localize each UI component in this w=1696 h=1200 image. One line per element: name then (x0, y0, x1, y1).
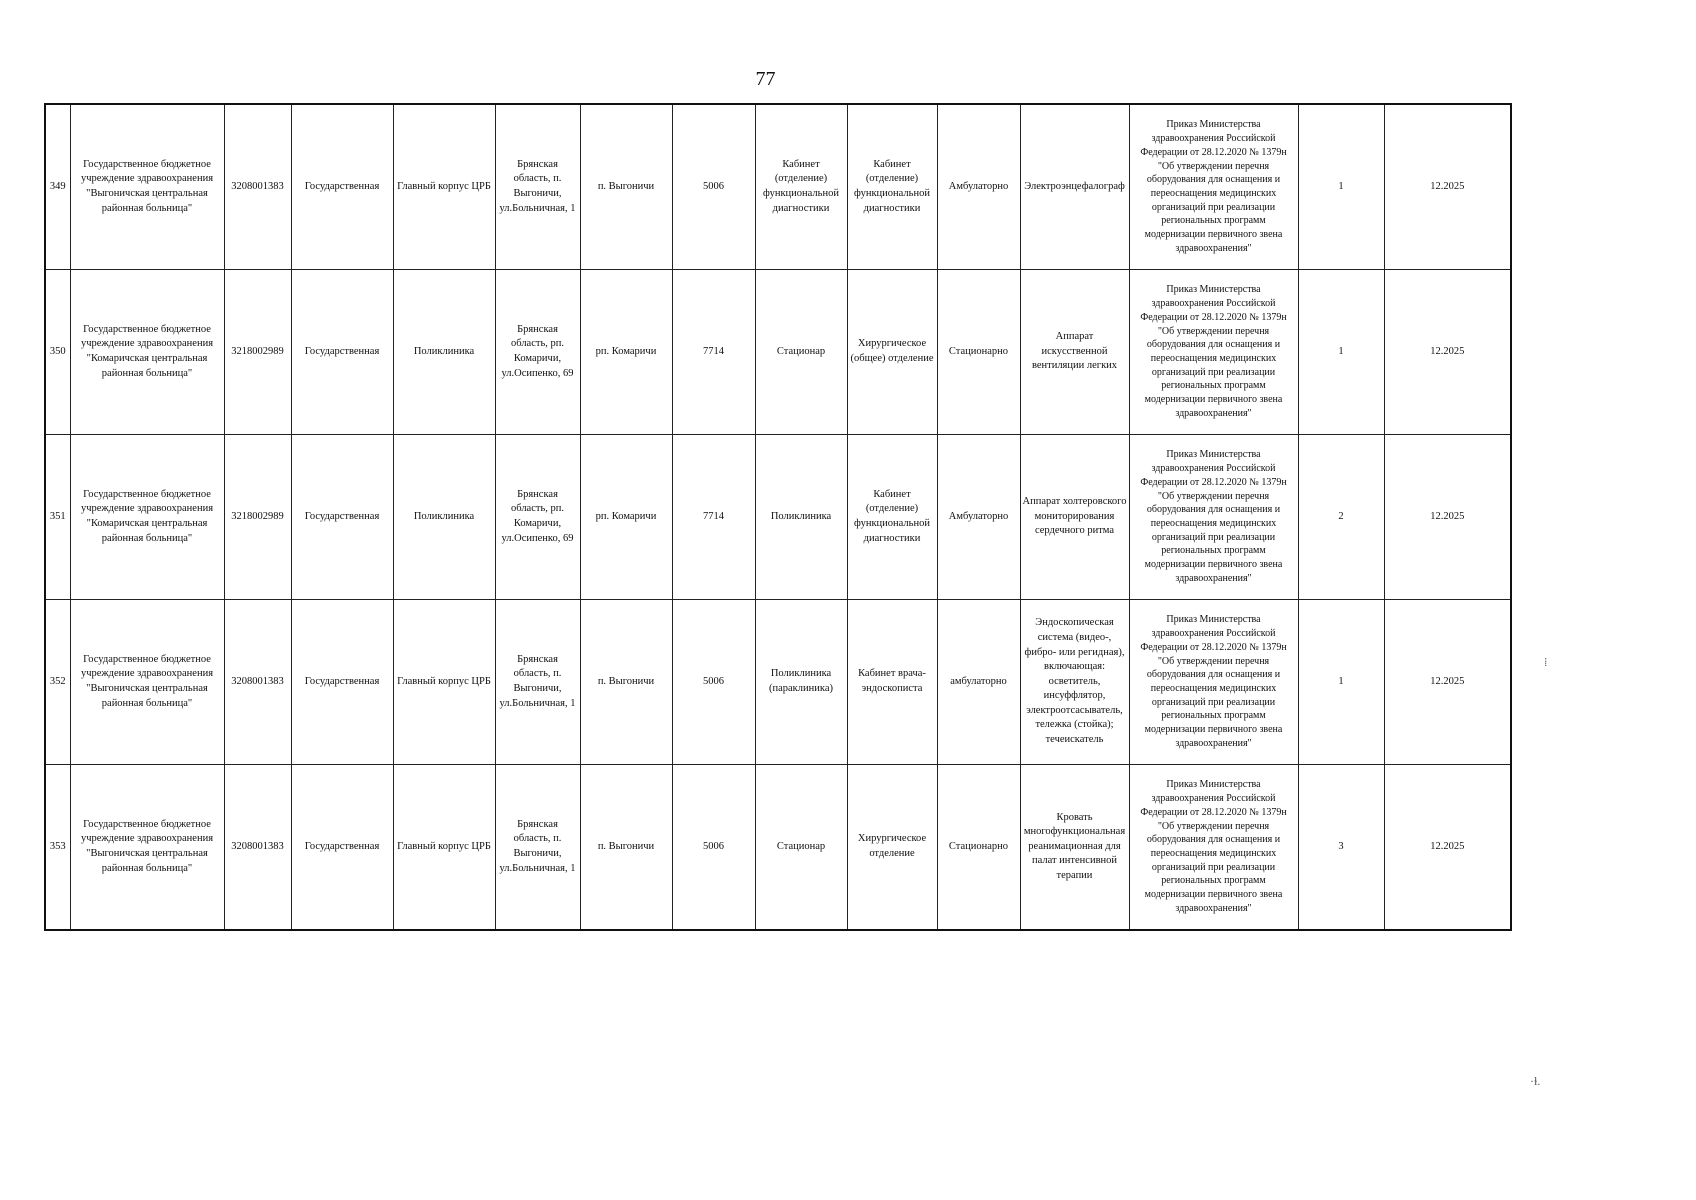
delivery-date: 12.2025 (1384, 104, 1511, 270)
delivery-date: 12.2025 (1384, 270, 1511, 435)
address: Брянская область, рп. Комаричи, ул.Осипенко, 69 (495, 435, 580, 600)
structural-unit: Поликлиника (755, 435, 847, 600)
address: Брянская область, рп. Комаричи, ул.Осипенко, 69 (495, 270, 580, 435)
care-condition: Стационарно (937, 765, 1020, 931)
ownership-form: Государственная (291, 104, 393, 270)
address: Брянская область, п. Выгоничи, ул.Больничная, 1 (495, 765, 580, 931)
equipment-name: Кровать многофункциональная реанимационная для палат интенсивной терапии (1020, 765, 1129, 931)
care-condition: Амбулаторно (937, 435, 1020, 600)
locality-code: 5006 (672, 600, 755, 765)
structural-unit: Кабинет (отделение) функциональной диагностики (755, 104, 847, 270)
locality: рп. Комаричи (580, 435, 672, 600)
scan-artifact-mark: ·ɫ. (1530, 1074, 1541, 1088)
scan-artifact-mark: ⁞ (1544, 655, 1548, 669)
building-name: Поликлиника (393, 270, 495, 435)
building-name: Главный корпус ЦРБ (393, 104, 495, 270)
quantity: 1 (1298, 270, 1384, 435)
organization-name: Государственное бюджетное учреждение здравоохранения "Выгоничская центральная районная больница" (70, 765, 224, 931)
equipment-name: Аппарат искусственной вентиляции легких (1020, 270, 1129, 435)
row-number: 349 (45, 104, 70, 270)
order-reference: Приказ Министерства здравоохранения Российской Федерации от 28.12.2020 № 1379н "Об утверждении перечня оборудования для оснащения и переоснащения медицинских организаций при реализации региональных программ модернизации первичного звена здравоохранения" (1129, 600, 1298, 765)
building-name: Главный корпус ЦРБ (393, 600, 495, 765)
locality-code: 7714 (672, 435, 755, 600)
ownership-form: Государственная (291, 270, 393, 435)
structural-unit: Стационар (755, 270, 847, 435)
equipment-name: Электроэнцефалограф (1020, 104, 1129, 270)
inn-code: 3208001383 (224, 104, 291, 270)
department: Хирургическое (общее) отделение (847, 270, 937, 435)
equipment-name: Аппарат холтеровского мониторирования сердечного ритма (1020, 435, 1129, 600)
inn-code: 3208001383 (224, 765, 291, 931)
locality: п. Выгоничи (580, 765, 672, 931)
ownership-form: Государственная (291, 600, 393, 765)
order-reference: Приказ Министерства здравоохранения Российской Федерации от 28.12.2020 № 1379н "Об утверждении перечня оборудования для оснащения и переоснащения медицинских организаций при реализации региональных программ модернизации первичного звена здравоохранения" (1129, 765, 1298, 931)
address: Брянская область, п. Выгоничи, ул.Больничная, 1 (495, 600, 580, 765)
building-name: Главный корпус ЦРБ (393, 765, 495, 931)
locality: рп. Комаричи (580, 270, 672, 435)
order-reference: Приказ Министерства здравоохранения Российской Федерации от 28.12.2020 № 1379н "Об утверждении перечня оборудования для оснащения и переоснащения медицинских организаций при реализации региональных программ модернизации первичного звена здравоохранения" (1129, 435, 1298, 600)
department: Кабинет (отделение) функциональной диагностики (847, 435, 937, 600)
department: Кабинет врача-эндоскописта (847, 600, 937, 765)
row-number: 350 (45, 270, 70, 435)
structural-unit: Поликлиника (параклиника) (755, 600, 847, 765)
delivery-date: 12.2025 (1384, 435, 1511, 600)
quantity: 1 (1298, 600, 1384, 765)
building-name: Поликлиника (393, 435, 495, 600)
equipment-table (44, 103, 1512, 931)
quantity: 2 (1298, 435, 1384, 600)
care-condition: амбулаторно (937, 600, 1020, 765)
quantity: 3 (1298, 765, 1384, 931)
delivery-date: 12.2025 (1384, 600, 1511, 765)
care-condition: Стационарно (937, 270, 1020, 435)
page-number: 77 (755, 68, 776, 90)
ownership-form: Государственная (291, 765, 393, 931)
row-number: 352 (45, 600, 70, 765)
table-row (45, 270, 1511, 435)
inn-code: 3218002989 (224, 270, 291, 435)
organization-name: Государственное бюджетное учреждение здравоохранения "Выгоничская центральная районная больница" (70, 600, 224, 765)
structural-unit: Стационар (755, 765, 847, 931)
quantity: 1 (1298, 104, 1384, 270)
locality: п. Выгоничи (580, 104, 672, 270)
table-row (45, 600, 1511, 765)
care-condition: Амбулаторно (937, 104, 1020, 270)
organization-name: Государственное бюджетное учреждение здравоохранения "Комаричская центральная районная больница" (70, 435, 224, 600)
locality-code: 5006 (672, 104, 755, 270)
address: Брянская область, п. Выгоничи, ул.Больничная, 1 (495, 104, 580, 270)
table-row (45, 435, 1511, 600)
inn-code: 3218002989 (224, 435, 291, 600)
locality: п. Выгоничи (580, 600, 672, 765)
department: Хирургическое отделение (847, 765, 937, 931)
locality-code: 5006 (672, 765, 755, 931)
equipment-name: Эндоскопическая система (видео-, фибро- или регидная), включающая: осветитель, инсуффлятор, электроотсасыватель, тележка (стойка); течеискатель (1020, 600, 1129, 765)
row-number: 353 (45, 765, 70, 931)
locality-code: 7714 (672, 270, 755, 435)
inn-code: 3208001383 (224, 600, 291, 765)
delivery-date: 12.2025 (1384, 765, 1511, 931)
organization-name: Государственное бюджетное учреждение здравоохранения "Выгоничская центральная районная больница" (70, 104, 224, 270)
order-reference: Приказ Министерства здравоохранения Российской Федерации от 28.12.2020 № 1379н "Об утверждении перечня оборудования для оснащения и переоснащения медицинских организаций при реализации региональных программ модернизации первичного звена здравоохранения" (1129, 270, 1298, 435)
order-reference: Приказ Министерства здравоохранения Российской Федерации от 28.12.2020 № 1379н "Об утверждении перечня оборудования для оснащения и переоснащения медицинских организаций при реализации региональных программ модернизации первичного звена здравоохранения" (1129, 104, 1298, 270)
organization-name: Государственное бюджетное учреждение здравоохранения "Комаричская центральная районная больница" (70, 270, 224, 435)
row-number: 351 (45, 435, 70, 600)
table-row (45, 765, 1511, 931)
department: Кабинет (отделение) функциональной диагностики (847, 104, 937, 270)
ownership-form: Государственная (291, 435, 393, 600)
table-row (45, 104, 1511, 270)
